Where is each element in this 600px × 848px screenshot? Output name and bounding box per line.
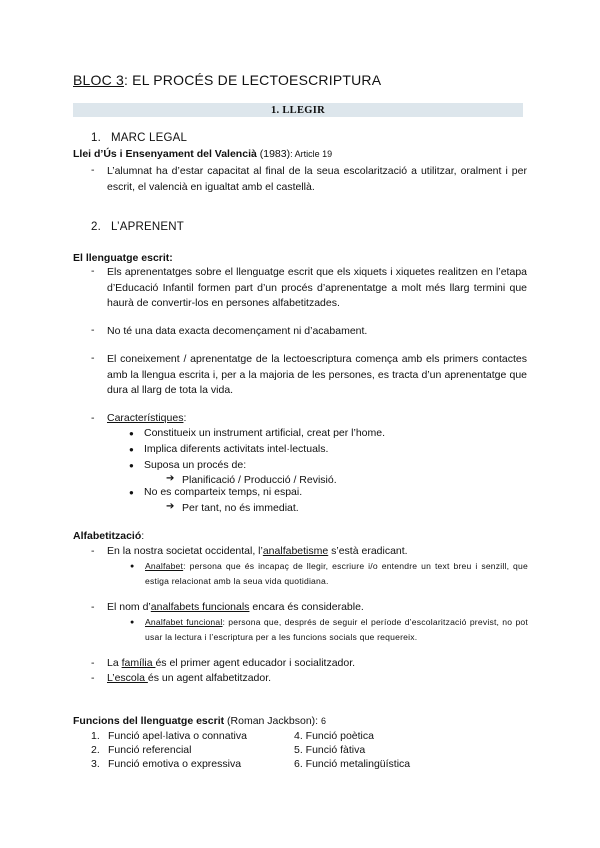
section-number: 1.	[91, 132, 101, 144]
alfabetitzacio-colon: :	[141, 530, 145, 542]
alfa-term: L’escola	[107, 672, 148, 684]
definition-analfabet	[145, 559, 528, 588]
alfa-item-4	[107, 672, 271, 684]
definition-analfabet-funcional	[145, 615, 528, 644]
bullet-icon: ●	[130, 619, 135, 626]
list-item: Constitueix un instrument artificial, creat per l’home.	[144, 427, 386, 439]
dash-marker: -	[91, 672, 95, 684]
funcio-text: Funció referencial	[108, 744, 192, 756]
dash-marker: -	[91, 657, 95, 669]
bullet-icon: ●	[129, 429, 134, 438]
definition-term: Analfabet	[145, 561, 184, 571]
list-item: Suposa un procés de:	[144, 459, 247, 471]
funcions-count: 6	[321, 716, 327, 726]
caracteristiques-colon: :	[183, 412, 187, 424]
llei-line	[73, 148, 332, 160]
section-banner	[73, 103, 523, 117]
funcio-item: 5. Funció fàtiva	[294, 744, 366, 756]
definition-text: : persona que, després de seguir el període d’escolarització previst, no pot usar la lectura i l’escriptura per a les funcions socials que requereix.	[145, 617, 528, 642]
funcio-number: 1.	[91, 730, 100, 742]
alfa-text: La	[107, 657, 122, 669]
funcions-author: (Roman Jackbson):	[224, 715, 321, 727]
llei-article: : Article 19	[290, 149, 333, 159]
arrow-right-icon: ➔	[166, 501, 175, 512]
alfa-text: és un agent alfabetitzador.	[147, 672, 272, 684]
llei-year: (1983)	[256, 148, 291, 160]
bullet-icon: ●	[130, 563, 135, 570]
funcio-item	[91, 744, 191, 756]
funcio-number: 3.	[91, 758, 100, 770]
page-title	[73, 72, 381, 88]
alfabetitzacio-label: Alfabetització	[73, 530, 142, 542]
dash-marker: -	[91, 545, 95, 557]
funcio-item	[91, 758, 241, 770]
alfa-text: s’està eradicant.	[328, 545, 408, 557]
alfa-text: encara és considerable.	[249, 601, 364, 613]
dash-marker: -	[91, 412, 95, 424]
funcions-title: Funcions del llenguatge escrit	[73, 715, 225, 727]
funcio-item	[91, 730, 247, 742]
funcio-item: 6. Funció metalingüística	[294, 758, 411, 770]
paragraph-1: Els aprenentatges sobre el llenguatge escrit que els xiquets i xiquetes realitzen en l’etapa d’Educació Infantil formen part d’un procés d’aprenentatge a molt més llarg termini que haurà de convertir-los en persones alfabetitzades.	[107, 266, 527, 309]
alfabetitzacio-heading	[73, 530, 144, 542]
alfa-text: és el primer agent educador i socialitzador.	[155, 657, 356, 669]
section-heading-marc-legal	[91, 132, 187, 144]
alfa-term: analfabetisme	[262, 545, 329, 557]
bullet-icon: ●	[129, 461, 134, 470]
sub-list-item: Planificació / Producció / Revisió.	[182, 474, 337, 486]
section-title: L’APRENENT	[111, 221, 184, 233]
llei-text: L’alumnat ha d’estar capacitat al final de la seua escolarització a utilitzar, oralment i per escrit, el valencià en igualtat amb el castellà.	[107, 165, 527, 193]
arrow-right-icon: ➔	[166, 473, 175, 484]
funcio-text: Funció apel·lativa o connativa	[108, 730, 247, 742]
section-number: 2.	[91, 221, 101, 233]
funcio-number: 2.	[91, 744, 100, 756]
list-item: No es comparteix temps, ni espai.	[144, 486, 303, 498]
alfa-text: En la nostra societat occidental, l’	[107, 545, 263, 557]
dash-marker: -	[91, 324, 95, 336]
alfa-term: analfabets funcionals	[150, 601, 250, 613]
llei-name: Llei d’Ús i Ensenyament del Valencià	[73, 148, 257, 160]
dash-marker: -	[91, 164, 95, 176]
dash-marker: -	[91, 352, 95, 364]
caracteristiques-text: Característiques	[107, 412, 184, 424]
list-item: Implica diferents activitats intel·lectuals.	[144, 443, 329, 455]
definition-term: Analfabet funcional	[145, 617, 223, 627]
caracteristiques-label	[107, 412, 186, 424]
bullet-icon: ●	[129, 488, 134, 497]
bullet-icon: ●	[129, 445, 134, 454]
dash-marker: -	[91, 601, 95, 613]
dash-marker: -	[91, 265, 95, 277]
section-title: MARC LEGAL	[111, 132, 188, 144]
definition-text: : persona que és incapaç de llegir, escriure i/o entendre un text breu i senzill, que estiga relacionat amb la seua vida quotidiana.	[145, 561, 528, 586]
sub-list-item: Per tant, no és immediat.	[182, 502, 299, 514]
llenguatge-heading: El llenguatge escrit:	[73, 252, 173, 264]
banner-text: 1. LLEGIR	[270, 105, 326, 116]
paragraph-3: El coneixement / aprenentatge de la lectoescriptura comença amb els primers contactes amb la llengua escrita i, per a la majoria de les persones, es tracta d’un aprenentatge que dura al llarg de tota la vida.	[107, 353, 527, 396]
alfa-item-1	[107, 545, 408, 557]
section-heading-aprenent	[91, 221, 184, 233]
alfa-text: El nom d’	[107, 601, 151, 613]
funcio-text: Funció emotiva o expressiva	[108, 758, 242, 770]
funcions-heading	[73, 715, 326, 727]
title-bloc: BLOC 3	[73, 72, 124, 88]
alfa-item-3	[107, 657, 355, 669]
alfa-item-2	[107, 601, 364, 613]
funcio-item: 4. Funció poètica	[294, 730, 374, 742]
title-rest: : EL PROCÉS DE LECTOESCRIPTURA	[124, 72, 382, 88]
paragraph-2: No té una data exacta decomençament ni d’acabament.	[107, 325, 368, 337]
alfa-term: família	[121, 657, 156, 669]
